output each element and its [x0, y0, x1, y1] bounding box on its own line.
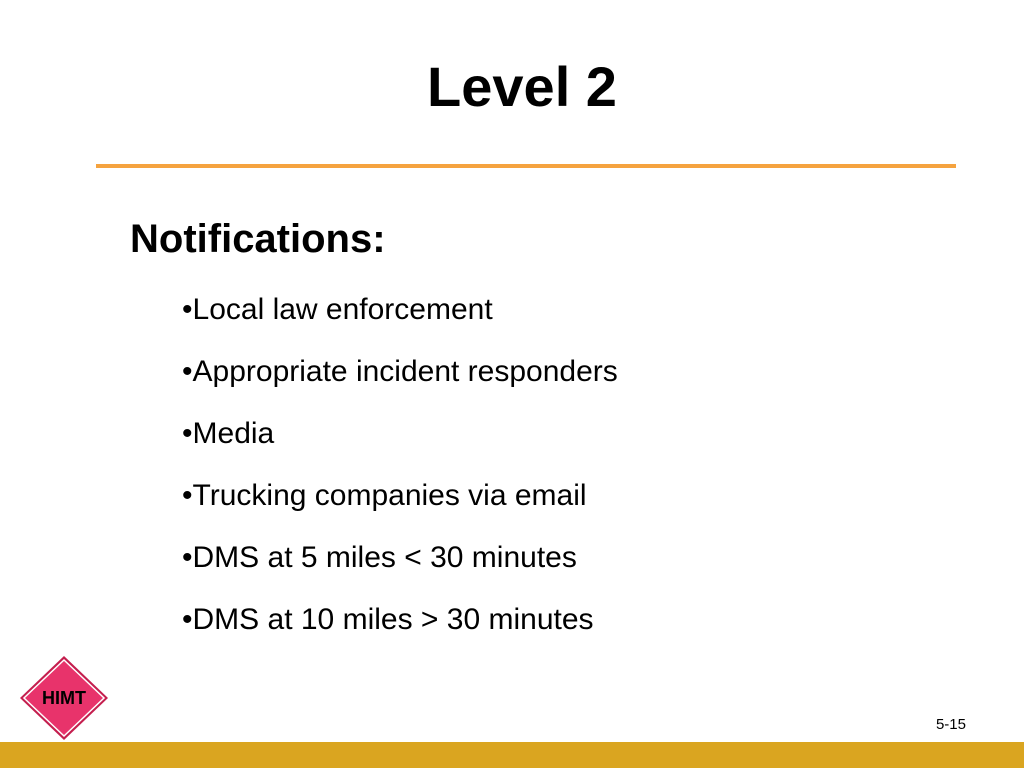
bullet-marker: •: [182, 603, 193, 636]
bullet-text: Appropriate incident responders: [192, 355, 618, 388]
himt-logo: [18, 654, 110, 742]
bullet-item: [182, 597, 618, 643]
slide-number: 5-15: [935, 716, 966, 733]
bullet-item: [182, 287, 618, 333]
footer-bar: [0, 742, 1024, 768]
logo-text: HIMT: [42, 688, 86, 708]
bullet-marker: •: [182, 417, 193, 450]
bullet-text: Trucking companies via email: [192, 479, 587, 512]
bullet-item: [182, 349, 618, 395]
bullet-marker: •: [182, 293, 193, 326]
bullet-list: [182, 287, 618, 643]
bullet-text: Local law enforcement: [192, 293, 493, 326]
bullet-item: [182, 411, 618, 457]
bullet-text: DMS at 5 miles < 30 minutes: [192, 541, 577, 574]
bullet-text: DMS at 10 miles > 30 minutes: [192, 603, 594, 636]
title-divider: [96, 164, 956, 168]
bullet-marker: •: [182, 479, 193, 512]
section-heading: Notifications:: [130, 217, 386, 261]
bullet-marker: •: [182, 541, 193, 574]
bullet-item: [182, 473, 618, 519]
bullet-text: Media: [192, 417, 275, 450]
bullet-item: [182, 535, 618, 581]
bullet-marker: •: [182, 355, 193, 388]
slide-title: Level 2: [427, 55, 617, 118]
